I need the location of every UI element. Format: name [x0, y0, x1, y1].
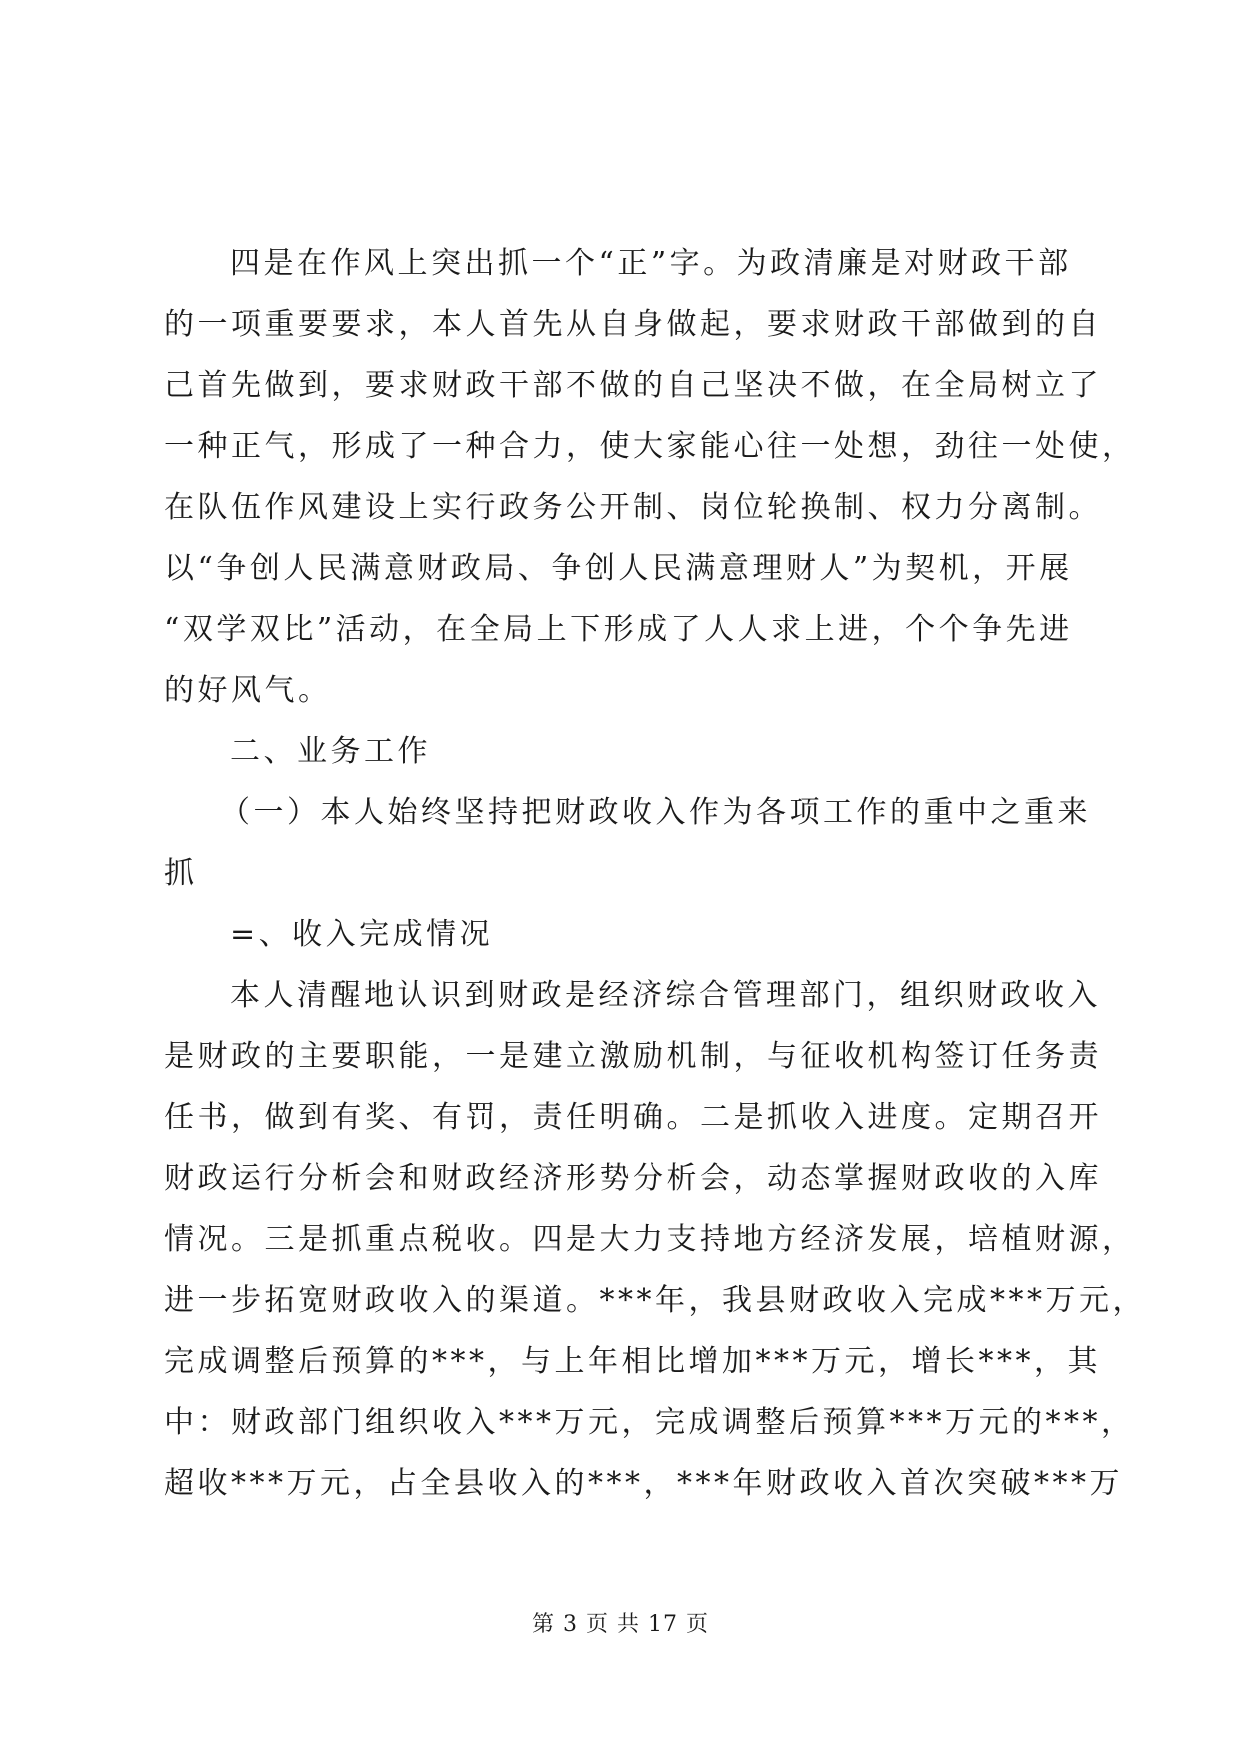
document-body — [164, 233, 1146, 1514]
paragraph-line: 己首先做到，要求财政干部不做的自己坚决不做，在全局树立了 — [164, 368, 1102, 403]
paragraph-line: 以“争创人民满意财政局、争创人民满意理财人”为契机，开展 — [164, 551, 1073, 586]
paragraph-line: “双学双比”活动，在全局上下形成了人人求上进，个个争先进 — [164, 612, 1073, 647]
paragraph-line: 一种正气，形成了一种合力，使大家能心往一处想，劲往一处使， — [164, 429, 1136, 464]
subsection-heading: （一）本人始终坚持把财政收入作为各项工作的重中之重来 — [220, 795, 1091, 830]
paragraph-line: 超收***万元，占全县收入的***，***年财政收入首次突破***万 — [164, 1466, 1123, 1501]
subsection-heading-continuation: 抓 — [164, 856, 198, 891]
paragraph-line: 是财政的主要职能，一是建立激励机制，与征收机构签订任务责 — [164, 1039, 1102, 1074]
paragraph-line: 本人清醒地认识到财政是经济综合管理部门，组织财政收入 — [230, 978, 1101, 1013]
page-footer — [0, 1607, 1241, 1638]
paragraph-line: 财政运行分析会和财政经济形势分析会，动态掌握财政收的入库 — [164, 1161, 1102, 1196]
paragraph-line: 任书，做到有奖、有罚，责任明确。二是抓收入进度。定期召开 — [164, 1100, 1102, 1135]
paragraph-line: 情况。三是抓重点税收。四是大力支持地方经济发展，培植财源， — [164, 1222, 1136, 1257]
paragraph-line: 的一项重要要求，本人首先从自身做起，要求财政干部做到的自 — [164, 307, 1102, 342]
paragraph-line: 完成调整后预算的***，与上年相比增加***万元，增长***，其 — [164, 1344, 1101, 1379]
paragraph-line: 中：财政部门组织收入***万元，完成调整后预算***万元的***， — [164, 1405, 1135, 1440]
paragraph-line: 在队伍作风建设上实行政务公开制、岗位轮换制、权力分离制。 — [164, 490, 1102, 525]
section-heading: =、收入完成情况 — [230, 917, 494, 952]
paragraph-line: 的好风气。 — [164, 673, 332, 708]
section-heading: 二、业务工作 — [230, 734, 431, 769]
paragraph-line: 进一步拓宽财政收入的渠道。***年，我县财政收入完成***万元， — [164, 1283, 1146, 1318]
page-number: 第 3 页 共 17 页 — [532, 1612, 709, 1637]
paragraph-line: 四是在作风上突出抓一个“正”字。为政清廉是对财政干部 — [230, 246, 1072, 281]
